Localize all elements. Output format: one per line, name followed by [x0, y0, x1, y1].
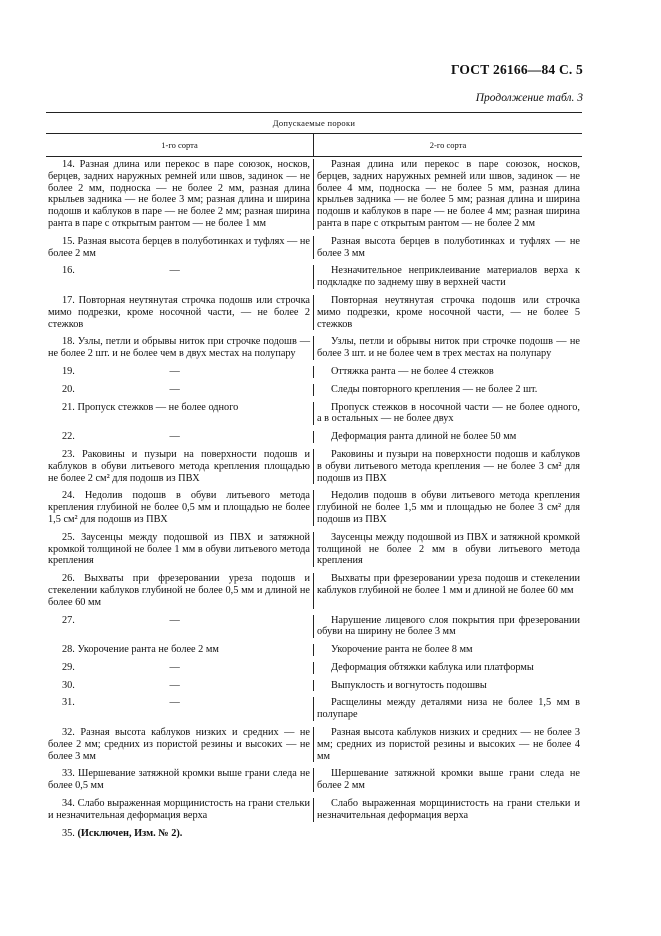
- row-number: 14.: [62, 159, 75, 170]
- cell-text: Раковины и пузыри на поверхности подошв и каблуков в обуви литьевого метода крепления площадью не более 2 см² для подошв из ПВХ: [48, 448, 310, 484]
- cell-grade2: [314, 265, 582, 289]
- row-number: 27.: [62, 614, 75, 626]
- cell-grade1: [46, 768, 314, 792]
- cell-text: —: [169, 697, 180, 709]
- cell-text: Узлы, петли и обрывы ниток при строчке подошв — не более 2 шт. и не более чем в двух местах на полупару: [48, 336, 310, 360]
- cell-grade1: [46, 727, 314, 762]
- cell-text: Выхваты при фрезеровании уреза подошв и стекелении каблуков глубиной не более 1 мм и длиной не более 60 мм: [317, 573, 580, 596]
- row-number: 26.: [62, 573, 75, 585]
- cell-grade2: [314, 366, 582, 378]
- table-row: [46, 378, 582, 396]
- table-row: [46, 425, 582, 443]
- cell-grade1: [46, 490, 314, 525]
- cell-grade1: [46, 697, 314, 721]
- col-head-grade1: 1-го сорта: [46, 134, 314, 157]
- cell-text: Деформация обтяжки каблука или платформы: [331, 661, 534, 673]
- row-number: 18.: [62, 336, 75, 348]
- row-number: 32.: [62, 727, 75, 739]
- cell-text: Расщелины между деталями низа не более 1,5 мм в полупаре: [317, 697, 580, 721]
- table-row: [46, 396, 582, 426]
- cell-grade2: [314, 295, 582, 330]
- table-continuation: Продолжение табл. 3: [475, 92, 583, 104]
- table-row: [46, 230, 582, 260]
- row-number: 29.: [62, 661, 75, 673]
- table-row: [46, 674, 582, 692]
- cell-grade2: [314, 159, 582, 230]
- cell-grade1: [46, 680, 314, 692]
- cell-grade2: [314, 615, 582, 639]
- cell-grade1: [46, 449, 314, 484]
- cell-text: Укорочение ранта не более 2 мм: [77, 644, 219, 656]
- table-row: [46, 360, 582, 378]
- row-number: 30.: [62, 679, 75, 691]
- cell-grade1: [46, 236, 314, 260]
- table-row: [46, 721, 582, 762]
- cell-text: Выпуклость и вогнутость подошвы: [331, 679, 487, 691]
- cell-text: Разная высота каблуков низких и средних — не более 3 мм; средних из пористой резины и высоких — не более 4 мм: [317, 727, 580, 762]
- cell-text: —: [169, 383, 180, 395]
- cell-text: —: [169, 431, 180, 443]
- row-number: 34.: [62, 798, 75, 810]
- cell-grade1: [46, 402, 314, 426]
- cell-grade1: [46, 159, 314, 230]
- cell-grade1: [46, 615, 314, 639]
- cell-text: —: [169, 679, 180, 691]
- table-row: [46, 609, 582, 639]
- cell-grade1: [46, 366, 314, 378]
- row-number: 16.: [62, 265, 75, 277]
- cell-text: Деформация ранта длиной не более 50 мм: [331, 431, 517, 443]
- table-row: [46, 656, 582, 674]
- table-body: [46, 157, 582, 822]
- table-row: [46, 567, 582, 608]
- table-row: [46, 792, 582, 822]
- row-number: 20.: [62, 383, 75, 395]
- row-number: 31.: [62, 697, 75, 709]
- cell-text: Незначительное неприклеивание материалов верха к подкладке по заднему шву в верхней части: [317, 265, 580, 289]
- cell-text: Заусенцы между подошвой из ПВХ и затяжной кромкой толщиной не более 2 мм в обуви литьевого метода крепления: [317, 531, 580, 567]
- cell-grade1: [46, 295, 314, 330]
- cell-text: Укорочение ранта не более 8 мм: [331, 644, 473, 656]
- cell-text: —: [169, 614, 180, 626]
- cell-grade1: [46, 573, 314, 608]
- row-number: 21.: [62, 401, 75, 413]
- table-row-last: [46, 822, 582, 840]
- cell-grade2: [314, 573, 582, 608]
- cell-text: Разная длина или перекос в паре союзок, носков, берцев, задних наружных ремней или швов, задинок — не более 4 мм, подноска — не более 5 мм, разная длина крыльев задника — не более 5 мм; разная длина и ширина подошв и каблуков в паре — не более 4 мм; разная ширина ранта в паре с открытым рантом — не более 2 мм: [317, 159, 580, 229]
- cell-text: Оттяжка ранта — не более 4 стежков: [331, 365, 494, 377]
- table-row: [46, 526, 582, 567]
- row-number: 28.: [62, 644, 75, 656]
- table-row: [46, 691, 582, 721]
- cell-text: Недолив подошв в обуви литьевого метода крепления глубиной не более 1,5 мм и площадью не более 3 см² для подошв из ПВХ: [317, 490, 580, 525]
- cell-text: Разная высота берцев в полуботинках и туфлях — не более 2 мм: [48, 235, 311, 259]
- cell-text: Повторная неутянутая строчка подошв или строчка мимо подрезки, кроме носочной части, — не более 2 стежков: [48, 294, 311, 330]
- cell-grade2: [314, 798, 582, 822]
- cell-grade2: [314, 449, 582, 484]
- col-head-grade2: 2-го сорта: [314, 134, 582, 157]
- cell-grade2: [314, 431, 582, 443]
- cell-text: Разная высота берцев в полуботинках и туфлях — не более 3 мм: [317, 235, 580, 259]
- row-text: (Исключен, Изм. № 2).: [77, 827, 183, 839]
- table-row: [46, 762, 582, 792]
- cell-text: Повторная неутянутая строчка подошв или строчка мимо подрезки, кроме носочной части, — не более 5 стежков: [317, 294, 580, 330]
- cell-text: —: [169, 265, 180, 277]
- page-header: ГОСТ 26166—84 С. 5: [450, 62, 583, 77]
- cell-text: Нарушение лицевого слоя покрытия при фрезеровании обуви на ширину не более 3 мм: [317, 614, 580, 638]
- cell-text: Слабо выраженная морщинистость на грани стельки и незначительная деформация верха: [48, 798, 310, 821]
- cell-grade2: [314, 680, 582, 692]
- row-number: 33.: [62, 768, 75, 780]
- cell-grade2: [314, 768, 582, 792]
- cell-text: Пропуск стежков в носочной части — не более одного, а в остальных — не более двух: [317, 401, 580, 425]
- cell-text: —: [169, 365, 180, 377]
- table-row: [46, 638, 582, 656]
- row-number: 19.: [62, 365, 75, 377]
- row-number: 22.: [62, 431, 75, 443]
- cell-grade1: [46, 336, 314, 360]
- defects-table: [46, 112, 582, 840]
- cell-text: Заусенцы между подошвой из ПВХ и затяжной кромкой толщиной не более 1 мм в обуви литьевого метода крепления: [48, 531, 310, 567]
- cell-grade1: [46, 532, 314, 567]
- row-number: 17.: [62, 294, 75, 306]
- cell-text: Узлы, петли и обрывы ниток при строчке подошв — не более 3 шт. и не более чем в трех местах на полупару: [317, 336, 580, 360]
- cell-text: Слабо выраженная морщинистость на грани стельки и незначительная деформация верха: [317, 798, 580, 821]
- cell-grade2: [314, 336, 582, 360]
- cell-grade1: [46, 798, 314, 822]
- cell-grade2: [314, 644, 582, 656]
- cell-text: Разная высота каблуков низких и средних — не более 2 мм; средних из пористой резины и высоких — не более 3 мм: [48, 727, 310, 762]
- row-number: 15.: [62, 235, 75, 247]
- cell-grade1: [46, 265, 314, 289]
- cell-text: Раковины и пузыри на поверхности подошв и каблуков в обуви литьевого метода крепления — не более 3 см² для подошв из ПВХ: [317, 448, 580, 484]
- table-row: [46, 289, 582, 330]
- row-number: 35.: [62, 827, 75, 839]
- cell-grade2: [314, 490, 582, 525]
- cell-text: Шершевание затяжной кромки выше грани следа не более 0,5 мм: [48, 768, 310, 792]
- row-number: 24.: [62, 490, 75, 502]
- cell-text: Следы повторного крепления — не более 2 шт.: [331, 383, 538, 395]
- cell-text: Пропуск стежков — не более одного: [77, 401, 239, 413]
- cell-grade1: [46, 662, 314, 674]
- cell-grade2: [314, 697, 582, 721]
- cell-grade2: [314, 236, 582, 260]
- table-row: [46, 259, 582, 289]
- cell-grade2: [314, 384, 582, 396]
- cell-grade2: [314, 532, 582, 567]
- cell-text: Выхваты при фрезеровании уреза подошв и стекелении каблуков глубиной не более 0,5 мм и длиной не более 60 мм: [48, 573, 311, 608]
- cell-text: —: [169, 661, 180, 673]
- table-row: [46, 484, 582, 525]
- table-row: [46, 157, 582, 230]
- table-caption: Допускаемые пороки: [46, 113, 582, 134]
- table-row: [46, 443, 582, 484]
- cell-grade2: [314, 662, 582, 674]
- row-number: 25.: [62, 531, 75, 543]
- cell-grade2: [314, 727, 582, 762]
- row-number: 23.: [62, 448, 75, 460]
- cell-grade1: [46, 384, 314, 396]
- cell-grade1: [46, 431, 314, 443]
- cell-text: Недолив подошв в обуви литьевого метода крепления глубиной не более 0,5 мм и площадью не более 1,5 см² для подошв из ПВХ: [48, 490, 310, 525]
- cell-grade1: [46, 644, 314, 656]
- cell-grade2: [314, 402, 582, 426]
- cell-text: Шершевание затяжной кромки выше грани следа не более 2 мм: [317, 768, 580, 792]
- table-row: [46, 330, 582, 360]
- cell-text: Разная длина или перекос в паре союзок, носков, берцев, задних наружных ремней или швов, задинок — не более 2 мм, подноска — не более 2 мм, разная длина крыльев задника — не более 3 мм; разная длина и ширина подошв и каблуков в паре — не более 2 мм; разная ширина ранта в паре с открытым рантом — не более 1 мм: [48, 159, 311, 229]
